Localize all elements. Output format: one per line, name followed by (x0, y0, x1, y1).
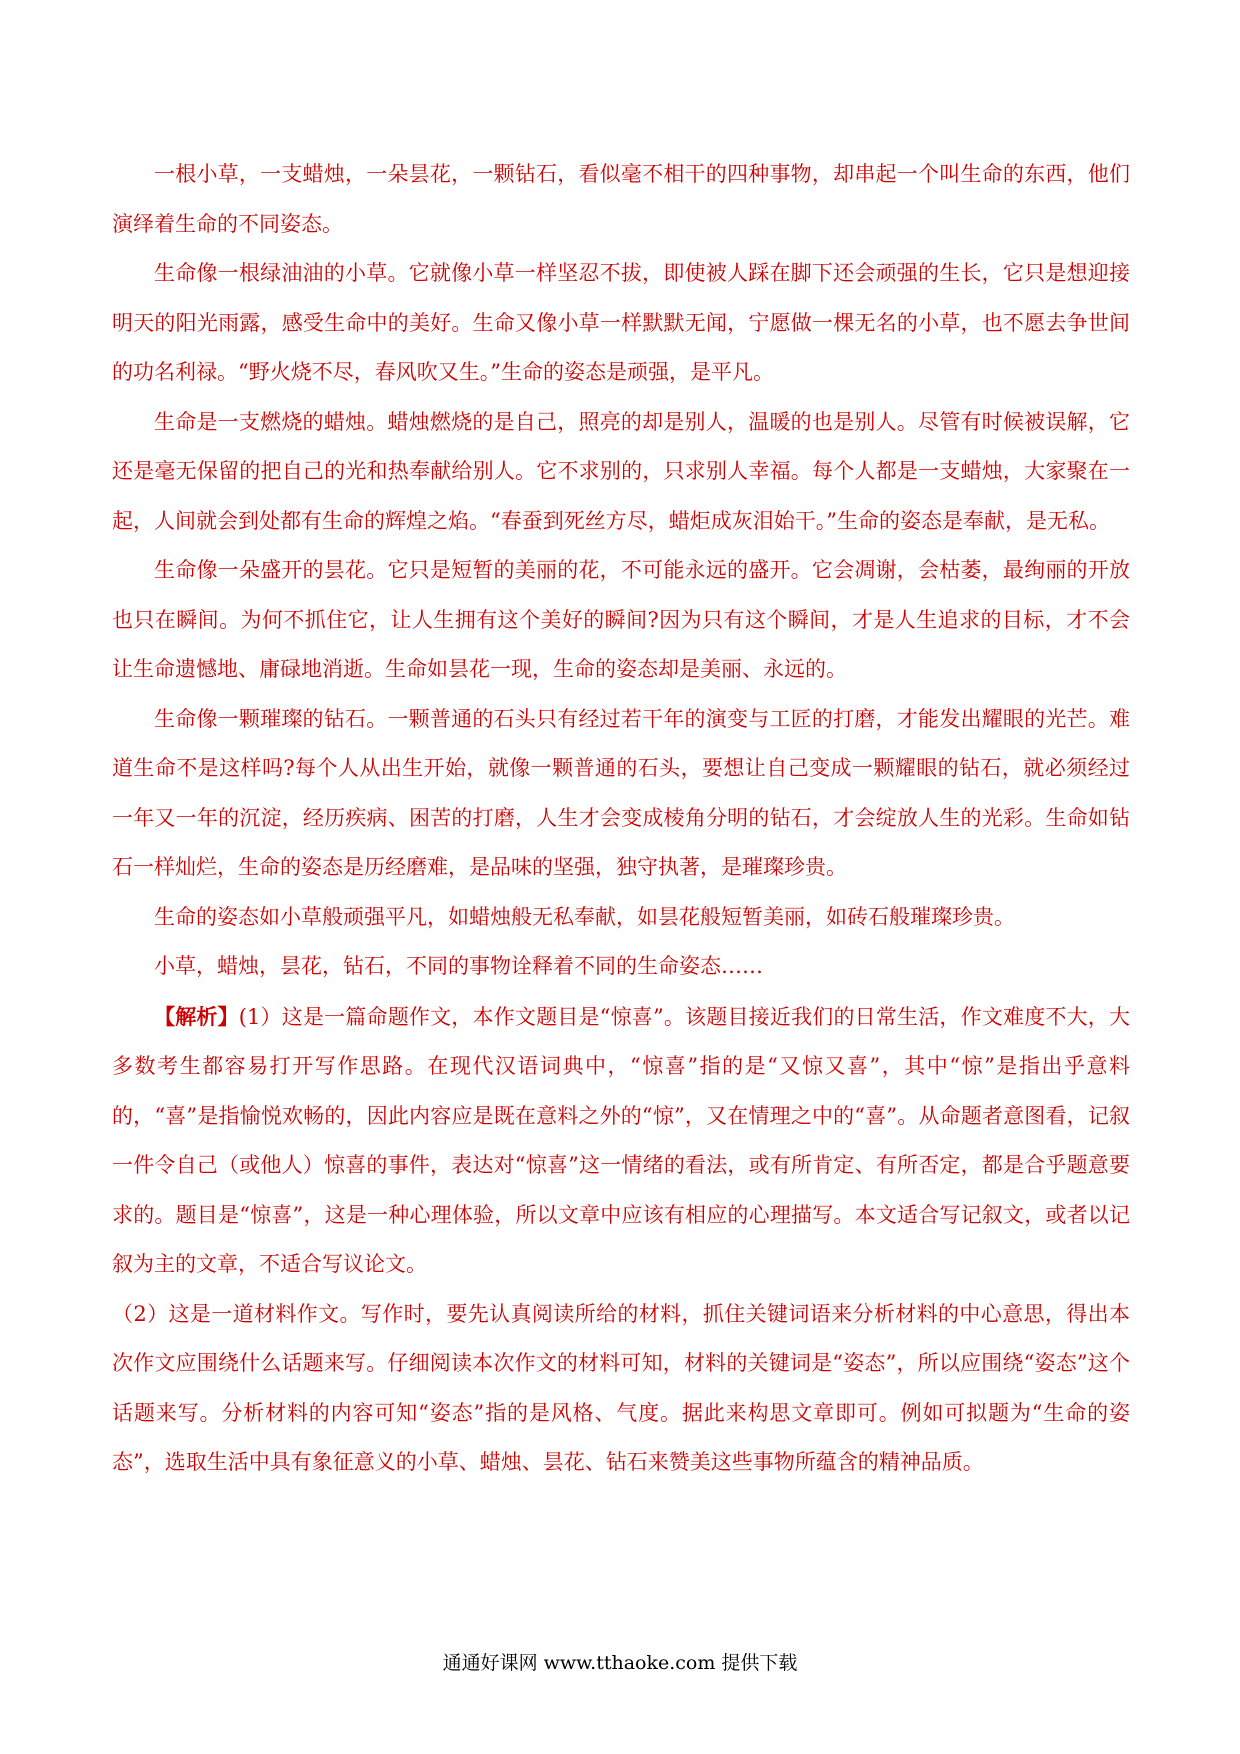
essay-paragraph-grass: 生命像一根绿油油的小草。它就像小草一样坚忍不拔，即使被人踩在脚下还会顽强的生长，它只是想迎接明天的阳光雨露，感受生命中的美好。生命又像小草一样默默无闻，宁愿做一棵无名的小草，也不愿去争世间的功名利禄。“野火烧不尽，春风吹又生。”生命的姿态是顽强，是平凡。 (112, 261, 1130, 384)
essay-paragraph-epiphyllum: 生命像一朵盛开的昙花。它只是短暂的美丽的花，不可能永远的盛开。它会凋谢，会枯萎，最绚丽的开放也只在瞬间。为何不抓住它，让人生拥有这个美好的瞬间?因为只有这个瞬间，才是人生追求的目标，才不会让生命遗憾地、庸碌地消逝。生命如昙花一现，生命的姿态却是美丽、永远的。 (112, 558, 1130, 681)
analysis-label: 【解析】 (154, 1003, 239, 1029)
analysis-paragraph-2: （2）这是一道材料作文。写作时，要先认真阅读所给的材料，抓住关键词语来分析材料的中心意思，得出本次作文应围绕什么话题来写。仔细阅读本次作文的材料可知，材料的关键词是“姿态”，所以应围绕“姿态”这个话题来写。分析材料的内容可知“姿态”指的是风格、气度。据此来构思文章即可。例如可拟题为“生命的姿态”，选取生活中具有象征意义的小草、蜡烛、昙花、钻石来赞美这些事物所蕴含的精神品质。 (112, 1301, 1130, 1474)
essay-paragraph-intro: 一根小草，一支蜡烛，一朵昙花，一颗钻石，看似毫不相干的四种事物，却串起一个叫生命的东西，他们演绎着生命的不同姿态。 (112, 162, 1130, 236)
page-footer: 通通好课网 www.tthaoke.com 提供下载 (442, 1652, 798, 1674)
essay-paragraph-summary: 生命的姿态如小草般顽强平凡，如蜡烛般无私奉献，如昙花般短暂美丽，如砖石般璀璨珍贵。 (154, 904, 1015, 929)
document-body (112, 150, 1130, 1488)
analysis-part-1-text: (1）这是一篇命题作文，本作文题目是“惊喜”。该题目接近我们的日常生活，作文难度不大，大多数考生都容易打开写作思路。在现代汉语词典中，“惊喜”指的是“又惊又喜”，其中“惊”是指出乎意料的，“喜”是指愉悦欢畅的，因此内容应是既在意料之外的“惊”，又在情理之中的“喜”。从命题者意图看，记叙一件令自己（或他人）惊喜的事件，表达对“惊喜”这一情绪的看法，或有所肯定、有所否定，都是合乎题意要求的。题目是“惊喜”，这是一种心理体验，所以文章中应该有相应的心理描写。本文适合写记叙文，或者以记叙为主的文章，不适合写议论文。 (112, 1004, 1130, 1276)
analysis-paragraph-1 (112, 992, 1130, 1290)
essay-paragraph-diamond: 生命像一颗璀璨的钻石。一颗普通的石头只有经过若干年的演变与工匠的打磨，才能发出耀眼的光芒。难道生命不是这样吗?每个人从出生开始，就像一颗普通的石头，要想让自己变成一颗耀眼的钻石，就必须经过一年又一年的沉淀，经历疾病、困苦的打磨，人生才会变成棱角分明的钻石，才会绽放人生的光彩。生命如钻石一样灿烂，生命的姿态是历经磨难，是品味的坚强，独守执著，是璀璨珍贵。 (112, 706, 1130, 879)
essay-paragraph-candle: 生命是一支燃烧的蜡烛。蜡烛燃烧的是自己，照亮的却是别人，温暖的也是别人。尽管有时候被误解，它还是毫无保留的把自己的光和热奉献给别人。它不求别的，只求别人幸福。每个人都是一支蜡烛，大家聚在一起，人间就会到处都有生命的辉煌之焰。“春蚕到死丝方尽，蜡炬成灰泪始干。”生命的姿态是奉献，是无私。 (112, 409, 1130, 533)
essay-paragraph-closing: 小草，蜡烛，昙花，钻石，不同的事物诠释着不同的生命姿态…… (154, 954, 763, 978)
